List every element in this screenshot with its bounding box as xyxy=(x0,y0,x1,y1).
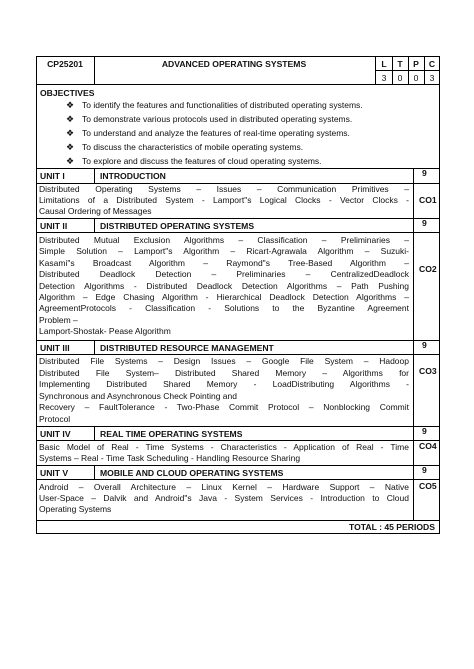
unit-content xyxy=(39,184,409,218)
content-line: Lamport-Shostak- Pease Algorithm xyxy=(39,326,171,337)
unit-content xyxy=(39,356,409,426)
unit-title: INTRODUCTION xyxy=(100,171,166,181)
unit-co: CO2 xyxy=(419,264,437,274)
content-line: Distributed Deadlock Detection – Preliminaries – CentralizedDeadlock xyxy=(39,269,409,280)
objective-item: To understand and analyze the features of real-time operating systems. xyxy=(82,128,350,138)
content-line: Systems – Real - Time Task Scheduling - Handling Resource Sharing xyxy=(39,453,301,463)
unit-co: CO5 xyxy=(419,481,437,491)
content-line: Distributed Mutual Exclusion Algorithms – Classification – Preliminaries – xyxy=(39,235,409,245)
content-line: Kasami"s Broadcast Algorithm – Raymond"s Tree-Based Algorithm – xyxy=(39,257,409,268)
content-line: Detection Algorithms - Distributed Deadlock Detection Algorithms – Path Pushing xyxy=(39,280,409,291)
content-line: Limitations of a Distributed System - Lamport"s Logical Clocks - Vector Clocks - xyxy=(39,195,409,205)
content-line: Basic Model of Real - Time Systems - Characteristics - Application of Real - Time xyxy=(39,442,409,452)
bullet-icon: ❖ xyxy=(66,142,75,152)
course-title: ADVANCED OPERATING SYSTEMS xyxy=(161,59,307,69)
unit-hours: 9 xyxy=(422,465,427,475)
unit-co: CO1 xyxy=(419,195,437,205)
ltpc-header-p: P xyxy=(413,59,419,69)
ltpc-value-l: 3 xyxy=(381,73,387,83)
unit-title: MOBILE AND CLOUD OPERATING SYSTEMS xyxy=(100,468,284,478)
total-periods: TOTAL : 45 PERIODS xyxy=(349,522,435,532)
content-line: Distributed File System– Distributed Shared Memory – Algorithms for xyxy=(39,367,409,378)
ltpc-value-c: 3 xyxy=(429,73,435,83)
content-line: Causal Ordering of Messages xyxy=(39,206,152,216)
unit-hours: 9 xyxy=(422,426,427,436)
content-line: Recovery – FaultTolerance - Two-Phase Commit Protocol – Nonblocking Commit xyxy=(39,402,409,412)
ltpc-header-c: C xyxy=(428,59,436,69)
bullet-icon: ❖ xyxy=(66,114,75,124)
ltpc-value-t: 0 xyxy=(397,73,403,83)
content-line: Problem – xyxy=(39,314,78,325)
unit-label: UNIT III xyxy=(40,343,70,353)
unit-content xyxy=(39,442,409,465)
ltpc-header-l: L xyxy=(381,59,387,69)
unit-title: REAL TIME OPERATING SYSTEMS xyxy=(100,429,243,439)
unit-content xyxy=(39,482,409,519)
content-line: Distributed Operating Systems – Issues – Communication Primitives – xyxy=(39,184,409,194)
unit-label: UNIT II xyxy=(40,221,68,231)
objective-item: To discuss the characteristics of mobile operating systems. xyxy=(82,142,304,152)
unit-content xyxy=(39,235,409,339)
unit-label: UNIT V xyxy=(40,468,69,478)
objective-item: To demonstrate various protocols used in distributed operating systems. xyxy=(82,114,353,124)
ltpc-value-p: 0 xyxy=(413,73,419,83)
objective-item: To identify the features and functionalities of distributed operating systems. xyxy=(82,100,363,110)
objective-item: To explore and discuss the features of cloud operating systems. xyxy=(82,156,322,166)
unit-hours: 9 xyxy=(422,218,427,228)
content-line: Simple Solution – Lamport"s Algorithm – Ricart-Agrawala Algorithm – Suzuki- xyxy=(39,246,409,257)
content-line: Distributed File Systems – Design Issues – Google File System – Hadoop xyxy=(39,356,409,366)
bullet-icon: ❖ xyxy=(66,156,75,166)
unit-co: CO3 xyxy=(419,366,437,376)
content-line: Protocol xyxy=(39,413,71,424)
unit-co: CO4 xyxy=(419,441,437,451)
unit-label: UNIT IV xyxy=(40,429,71,439)
unit-title: DISTRIBUTED RESOURCE MANAGEMENT xyxy=(100,343,274,353)
bullet-icon: ❖ xyxy=(66,128,75,138)
unit-hours: 9 xyxy=(422,168,427,178)
objectives-heading: OBJECTIVES xyxy=(40,88,95,98)
content-line: Synchronous and Asynchronous Check Pointing and xyxy=(39,390,237,401)
content-line: Algorithm – Edge Chasing Algorithm - Hierarchical Deadlock Detection Algorithms – xyxy=(39,292,409,303)
content-line: Implementing Distributed Shared Memory - LoadDistributing Algorithms - xyxy=(39,379,409,389)
syllabus-table xyxy=(36,56,440,534)
content-line: User-Space – Dalvik and Android"s Java - System Services - Introduction to Cloud xyxy=(39,493,409,503)
course-code: CP25201 xyxy=(47,59,83,69)
content-line: AgreementProtocols - Classification - Solutions to the Byzantine Agreement xyxy=(39,303,409,314)
bullet-icon: ❖ xyxy=(66,100,75,110)
unit-hours: 9 xyxy=(422,340,427,350)
ltpc-header-t: T xyxy=(397,59,403,69)
content-line: Operating Systems xyxy=(39,504,112,514)
content-line: Android – Overall Architecture – Linux Kernel – Hardware Support – Native xyxy=(39,482,409,492)
unit-label: UNIT I xyxy=(40,171,65,181)
unit-title: DISTRIBUTED OPERATING SYSTEMS xyxy=(100,221,255,231)
